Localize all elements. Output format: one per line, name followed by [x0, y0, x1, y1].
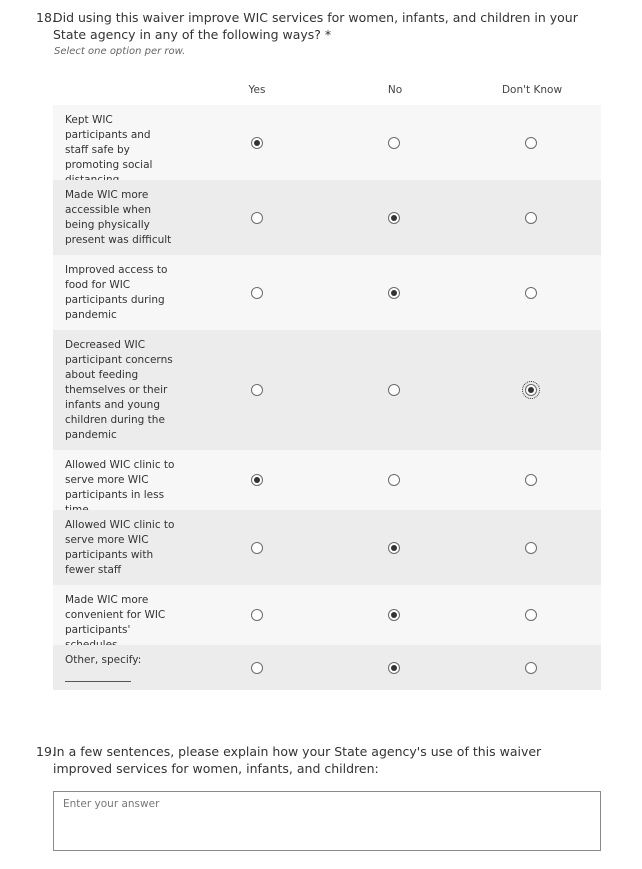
matrix-row: [53, 255, 601, 330]
row-label: Allowed WIC clinic to serve more WIC participants with fewer staff: [65, 519, 175, 576]
matrix-row: [53, 585, 601, 645]
row-label: Made WIC more accessible when being physically present was difficult: [65, 189, 172, 246]
radio-yes[interactable]: [251, 212, 263, 224]
column-header-dont-know: Don't Know: [501, 84, 563, 96]
matrix-row: [53, 330, 601, 450]
likert-matrix: [53, 105, 601, 690]
question-number: 19.: [36, 744, 56, 759]
row-label: Improved access to food for WIC participants during pandemic: [65, 264, 168, 321]
column-header-no: No: [387, 84, 403, 96]
radio-dont-know[interactable]: [525, 137, 537, 149]
question-number: 18.: [36, 10, 56, 25]
radio-dont-know[interactable]: [525, 474, 537, 486]
radio-no[interactable]: [388, 287, 400, 299]
row-label: Made WIC more convenient for WIC participants': [65, 594, 166, 636]
radio-no[interactable]: [388, 542, 400, 554]
radio-yes[interactable]: [251, 662, 263, 674]
radio-dont-know[interactable]: [525, 212, 537, 224]
radio-no[interactable]: [388, 384, 400, 396]
radio-yes[interactable]: [251, 542, 263, 554]
specify-input-line[interactable]: [65, 681, 131, 682]
radio-no[interactable]: [388, 609, 400, 621]
row-label: Kept WIC participants and staff safe by promoting social: [65, 114, 153, 171]
radio-no[interactable]: [388, 662, 400, 674]
answer-textarea[interactable]: [53, 791, 601, 851]
radio-no[interactable]: [388, 212, 400, 224]
question-text: In a few sentences, please explain how your State agency's use of this waiver improved services for women, infants, and children:: [53, 744, 542, 776]
matrix-row: [53, 645, 601, 690]
radio-yes[interactable]: [251, 609, 263, 621]
row-label: Allowed WIC clinic to serve more WIC participants in less: [65, 459, 175, 501]
radio-dont-know[interactable]: [525, 542, 537, 554]
radio-yes[interactable]: [251, 384, 263, 396]
column-header-yes: Yes: [248, 84, 266, 96]
radio-no[interactable]: [388, 137, 400, 149]
radio-dont-know[interactable]: [525, 384, 537, 396]
radio-no[interactable]: [388, 474, 400, 486]
radio-dont-know[interactable]: [525, 662, 537, 674]
row-label: Decreased WIC participant concerns about feeding themselves or their infants and young children during the pandemic: [65, 339, 173, 441]
row-label: Other, specify:: [65, 654, 142, 666]
question-hint: Select one option per row.: [54, 46, 186, 57]
question-text: Did using this waiver improve WIC services for women, infants, and children in your State agency in any of the following ways? *: [53, 10, 578, 42]
matrix-row: [53, 180, 601, 255]
radio-dont-know[interactable]: [525, 287, 537, 299]
matrix-row: [53, 105, 601, 180]
radio-dont-know[interactable]: [525, 609, 537, 621]
radio-yes[interactable]: [251, 474, 263, 486]
radio-yes[interactable]: [251, 137, 263, 149]
matrix-row: [53, 510, 601, 585]
matrix-row: [53, 450, 601, 510]
radio-yes[interactable]: [251, 287, 263, 299]
